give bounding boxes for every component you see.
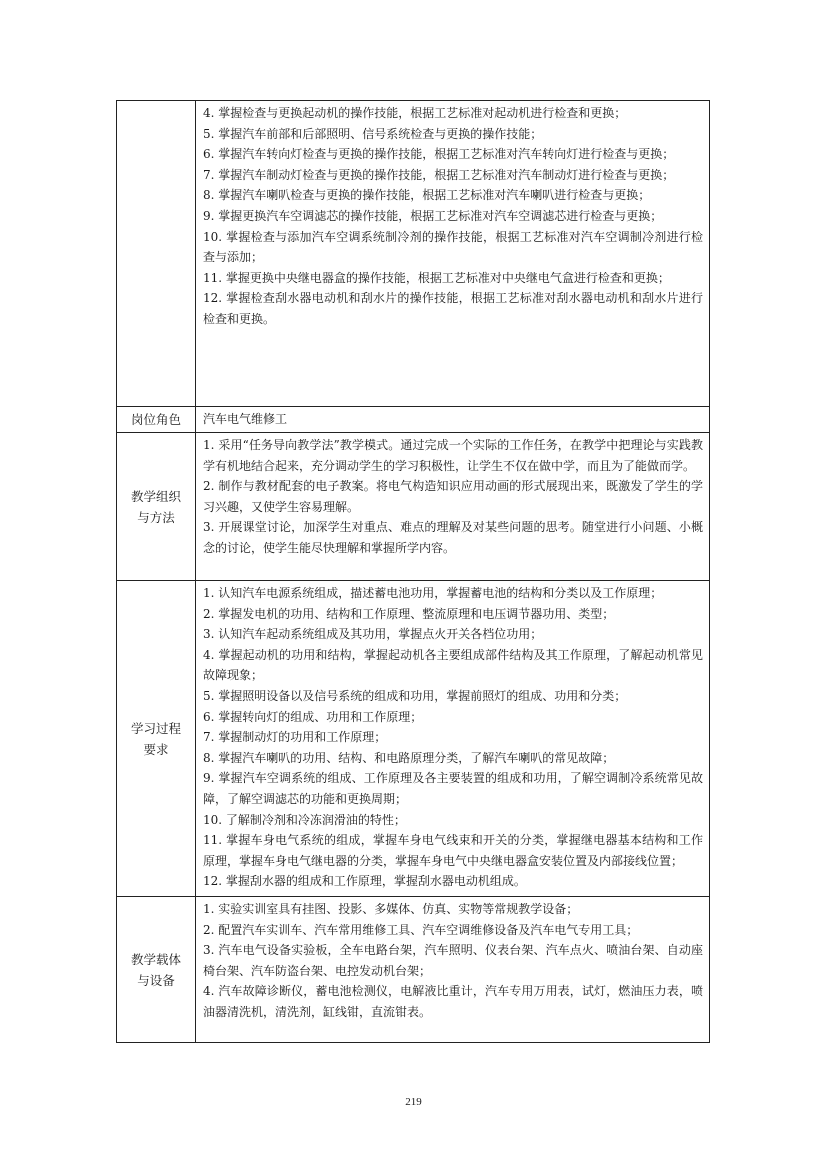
content-item: 1. 实验实训室具有挂图、投影、多媒体、仿真、实物等常规教学设备； <box>203 902 579 916</box>
row-label-text: 学习过程要求 <box>130 720 181 757</box>
content-item: 9. 掌握更换汽车空调滤芯的操作技能，根据工艺标准对汽车空调滤芯进行检查与更换； <box>203 208 663 223</box>
row-label <box>117 407 196 433</box>
content-item: 11. 掌握更换中央继电器盒的操作技能，根据工艺标准对中央继电气盒进行检查和更换； <box>203 270 670 285</box>
content-item: 5. 掌握照明设备以及信号系统的组成和功用，掌握前照灯的组成、功用和分类； <box>203 688 627 703</box>
content-item: 4. 掌握起动机的功用和结构，掌握起动机各主要组成部件结构及其工作原理，了解起动机常见故障现象； <box>203 647 703 683</box>
content-item: 6. 掌握转向灯的组成、功用和工作原理； <box>203 709 423 724</box>
row-content <box>196 897 710 1043</box>
row-content <box>196 101 710 407</box>
content-item: 12. 掌握刮水器的组成和工作原理，掌握刮水器电动机组成。 <box>203 874 526 889</box>
row-content <box>196 407 710 433</box>
content-item: 5. 掌握汽车前部和后部照明、信号系统检查与更换的操作技能； <box>203 126 543 141</box>
content-item: 3. 开展课堂讨论，加深学生对重点、难点的理解及对某些问题的思考。随堂进行小问题、小概念的讨论，使学生能尽快理解和掌握所学内容。 <box>203 520 703 555</box>
content-item: 12. 掌握检查刮水器电动机和刮水片的操作技能，根据工艺标准对刮水器电动机和刮水片进行检查和更换。 <box>203 291 703 326</box>
table-row-teaching-equipment <box>117 897 710 1043</box>
content-item: 4. 汽车故障诊断仪，蓄电池检测仪，电解液比重计，汽车专用万用表，试灯，燃油压力表，喷油器清洗机，清洗剂，缸线钳，直流钳表。 <box>203 984 703 1019</box>
row-label <box>117 101 196 407</box>
row-label <box>117 897 196 1043</box>
table-row-skills-continued <box>117 101 710 407</box>
content-item: 7. 掌握制动灯的功用和工作原理； <box>203 730 387 745</box>
content-item: 8. 掌握汽车喇叭的功用、结构、和电路原理分类，了解汽车喇叭的常见故障； <box>203 750 615 765</box>
content-item: 3. 认知汽车起动系统组成及其功用，掌握点火开关各档位功用； <box>203 627 543 642</box>
content-item: 7. 掌握汽车制动灯检查与更换的操作技能，根据工艺标准对汽车制动灯进行检查与更换； <box>203 167 675 182</box>
row-content <box>196 433 710 581</box>
table-row-learning-requirements <box>117 581 710 897</box>
content-item: 9. 掌握汽车空调系统的组成、工作原理及各主要装置的组成和功用，了解空调制冷系统常见故障，了解空调滤芯的功能和更换周期； <box>203 771 703 806</box>
content-item: 11. 掌握车身电气系统的组成，掌握车身电气线束和开关的分类，掌握继电器基本结构和工作原理，掌握车身电气继电器的分类，掌握车身电气中央继电器盒安装位置及内部接线位置； <box>203 833 703 868</box>
content-item: 2. 制作与教材配套的电子教案。将电气构造知识应用动画的形式展现出来，既激发了学生的学习兴趣，又使学生容易理解。 <box>203 479 703 514</box>
content-item: 6. 掌握汽车转向灯检查与更换的操作技能，根据工艺标准对汽车转向灯进行检查与更换； <box>203 147 675 162</box>
content-item: 4. 掌握检查与更换起动机的操作技能，根据工艺标准对起动机进行检查和更换； <box>203 106 627 120</box>
page-number: 219 <box>405 1096 422 1108</box>
content-item: 1. 采用“任务导向教学法”教学模式。通过完成一个实际的工作任务，在教学中把理论与实践教学有机地结合起来，充分调动学生的学习积极性，让学生不仅在做中学，而且为了能做而学。 <box>203 438 703 473</box>
content-item: 3. 汽车电气设备实验板，全车电路台架，汽车照明、仪表台架、汽车点火、喷油台架、自动座椅台架、汽车防盗台架、电控发动机台架； <box>203 943 703 978</box>
row-label <box>117 581 196 897</box>
content-item: 汽车电气维修工 <box>203 412 288 426</box>
content-item: 1. 认知汽车电源系统组成，描述蓄电池功用，掌握蓄电池的结构和分类以及工作原理； <box>203 586 663 600</box>
table-row-teaching-organization <box>117 433 710 581</box>
content-item: 10. 掌握检查与添加汽车空调系统制冷剂的操作技能，根据工艺标准对汽车空调制冷剂进行检查与添加； <box>203 229 703 265</box>
content-item: 10. 了解制冷剂和冷冻润滑油的特性； <box>203 812 406 827</box>
content-item: 2. 掌握发电机的功用、结构和工作原理、整流原理和电压调节器功用、类型； <box>203 606 615 621</box>
row-label-text: 岗位角色 <box>130 412 181 427</box>
row-content <box>196 581 710 897</box>
row-label <box>117 433 196 581</box>
row-label-text: 教学载体与设备 <box>130 951 181 988</box>
row-label-text: 教学组织与方法 <box>130 488 181 525</box>
course-table <box>116 100 710 1043</box>
table-row-job-role <box>117 407 710 433</box>
content-item: 2. 配置汽车实训车、汽车常用维修工具、汽车空调维修设备及汽车电气专用工具； <box>203 922 639 937</box>
content-item: 8. 掌握汽车喇叭检查与更换的操作技能，根据工艺标准对汽车喇叭进行检查与更换； <box>203 188 651 203</box>
